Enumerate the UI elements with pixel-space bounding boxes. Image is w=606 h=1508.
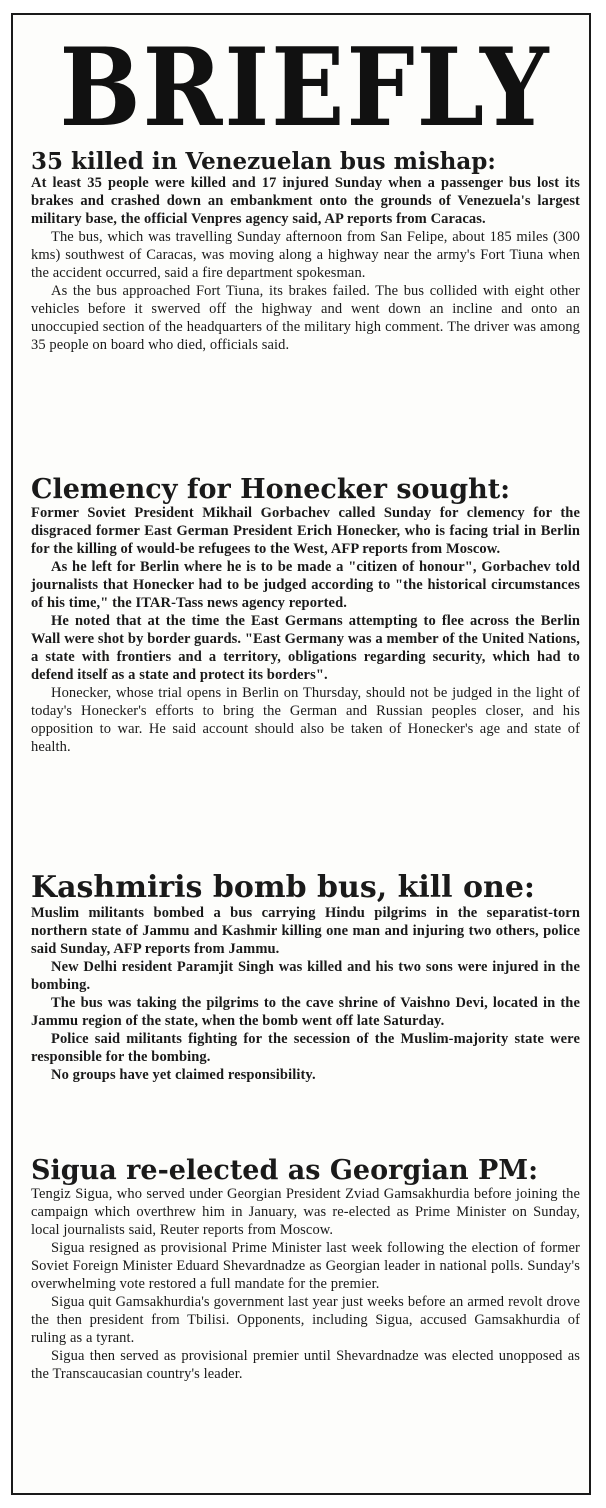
story-paragraph: Police said militants fighting for the secession of the Muslim-majority state were responsible for the bombing. bbox=[31, 1030, 580, 1065]
masthead-title: BRIEFLY bbox=[59, 24, 551, 151]
story-paragraph: No groups have yet claimed responsibility. bbox=[51, 1066, 316, 1083]
story-kashmir bbox=[31, 872, 580, 1084]
story-paragraph: The bus was taking the pilgrims to the cave shrine of Vaishno Devi, located in the Jammu region of the state, when the bomb went off late Saturday. bbox=[31, 994, 580, 1029]
masthead bbox=[50, 24, 560, 151]
story-paragraph: Sigua then served as provisional premier until Shevardnadze was elected unopposed as the Transcaucasian country's leader. bbox=[31, 1348, 580, 1383]
story-georgia bbox=[31, 1157, 580, 1383]
story-paragraph: As he left for Berlin where he is to be made a "citizen of honour", Gorbachev told journalists that Honecker had to be judged according to "the historical circumstances of his time," the ITAR-Tass news agency reported. bbox=[31, 559, 580, 612]
story-paragraph: Honecker, whose trial opens in Berlin on Thursday, should not be judged in the light of today's Honecker's efforts to bring the German and Russian peoples closer, and his opposition to war. He said account should also be taken of Honecker's age and state of health. bbox=[31, 685, 580, 756]
story-paragraph: He noted that at the time the East Germans attempting to flee across the Berlin Wall were shot by border guards. "East Germany was a member of the United Nations, a state with frontiers and a territory, obligations regarding security, which had to defend itself as a state and protect its borders". bbox=[31, 613, 580, 684]
story-paragraph: The bus, which was travelling Sunday afternoon from San Felipe, about 185 miles (300 kms) southwest of Caracas, was moving along a highway near the army's Fort Tiuna when the accident occurred, said a fire department spokesman. bbox=[31, 229, 580, 282]
story-headline: Clemency for Honecker sought: bbox=[31, 474, 511, 505]
story-paragraph: As the bus approached Fort Tiuna, its brakes failed. The bus collided with eight other vehicles before it swerved off the highway and went down an incline and onto an unoccupied section of the headquarters of the military high comment. The driver was among 35 people on board who died, officials said. bbox=[31, 283, 580, 354]
story-headline: Sigua re-elected as Georgian PM: bbox=[31, 1155, 539, 1186]
story-paragraph: Former Soviet President Mikhail Gorbachev called Sunday for clemency for the disgraced former East German President Erich Honecker, who is facing trial in Berlin for the killing of would-be refugees to the West, AFP reports from Moscow. bbox=[31, 505, 580, 558]
story-paragraph: At least 35 people were killed and 17 injured Sunday when a passenger bus lost its brakes and crashed down an embankment onto the grounds of Venezuela's largest military base, the official Venpres agency said, AP reports from Caracas. bbox=[31, 175, 580, 228]
story-honecker bbox=[31, 476, 580, 756]
story-venezuela bbox=[31, 150, 580, 354]
story-paragraph: Tengiz Sigua, who served under Georgian President Zviad Gamsakhurdia before joining the campaign which overthrew him in January, was re-elected as Prime Minister on Sunday, local journalists said, Reuter reports from Moscow. bbox=[31, 1186, 580, 1239]
story-headline: Kashmiris bomb bus, kill one: bbox=[31, 870, 536, 905]
story-paragraph: Sigua resigned as provisional Prime Minister last week following the election of former Soviet Foreign Minister Eduard Shevardnadze as Georgian leader in national polls. Sunday's overwhelming vote restored a full mandate for the premier. bbox=[31, 1240, 580, 1293]
story-headline: 35 killed in Venezuelan bus mishap: bbox=[31, 148, 496, 175]
story-paragraph: New Delhi resident Paramjit Singh was killed and his two sons were injured in the bombing. bbox=[31, 958, 580, 993]
story-paragraph: Muslim militants bombed a bus carrying Hindu pilgrims in the separatist-torn northern state of Jammu and Kashmir killing one man and injuring two others, police said Sunday, AFP reports from Jammu. bbox=[31, 904, 580, 957]
story-paragraph: Sigua quit Gamsakhurdia's government last year just weeks before an armed revolt drove the then president from Tbilisi. Opponents, including Sigua, accused Gamsakhurdia of ruling as a tyrant. bbox=[31, 1294, 580, 1347]
